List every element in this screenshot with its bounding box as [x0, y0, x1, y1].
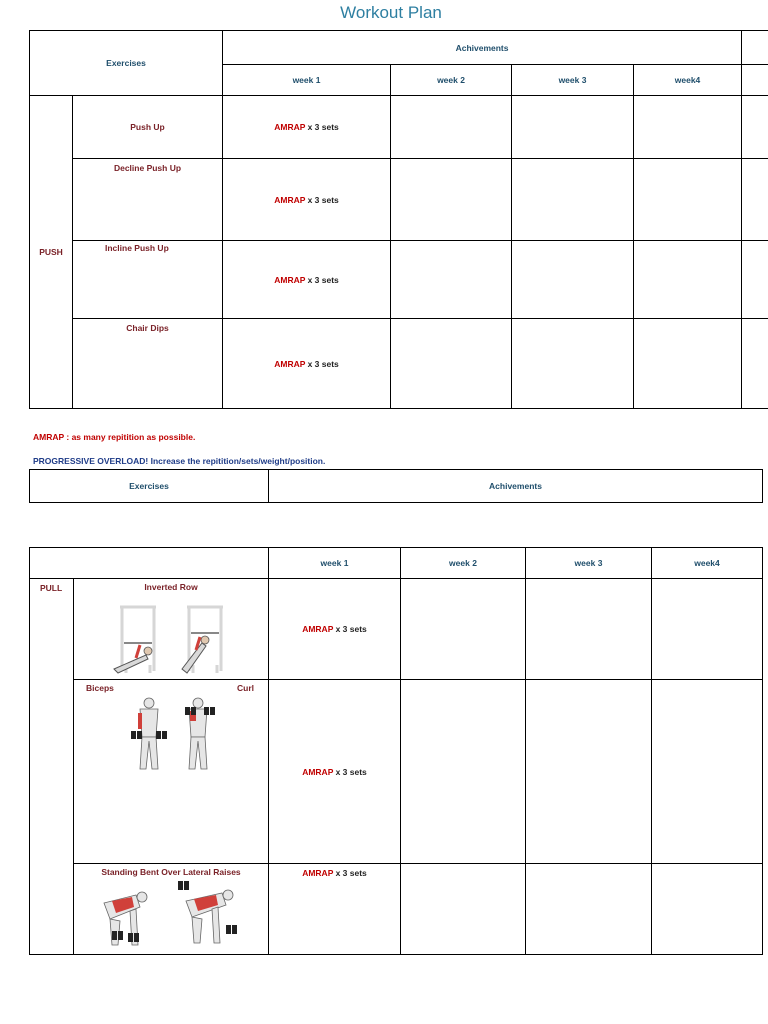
- week-2-header: week 2: [401, 548, 526, 579]
- amrap-label: AMRAP: [274, 122, 306, 132]
- amrap-label: AMRAP: [274, 358, 306, 369]
- week-1-target: [223, 319, 391, 409]
- pull-workout-table: [29, 547, 763, 955]
- week-3-header: week 3: [526, 548, 652, 579]
- sets-label: x 3 sets: [305, 194, 339, 205]
- empty-cell: [742, 65, 768, 96]
- exercise-name: Chair Dips: [73, 319, 223, 409]
- group-label-pull: PULL: [30, 579, 74, 955]
- sets-label: x 3 sets: [333, 766, 367, 777]
- pull-header-table: [29, 469, 763, 503]
- week-1-header: week 1: [223, 65, 391, 96]
- sets-label: x 3 sets: [305, 274, 339, 285]
- exercise-cell-lateral-raises: [74, 864, 269, 955]
- empty-cell: [742, 319, 768, 409]
- empty-cell: [742, 241, 768, 319]
- amrap-label: AMRAP: [274, 274, 306, 285]
- week-1-header: week 1: [269, 548, 401, 579]
- week-4-cell[interactable]: [634, 319, 742, 409]
- empty-header-cell: [30, 548, 269, 579]
- week-4-header: week4: [652, 548, 763, 579]
- empty-cell: [742, 96, 768, 159]
- week-2-cell[interactable]: [391, 96, 512, 159]
- week-2-cell[interactable]: [401, 864, 526, 955]
- exercises-header: Exercises: [30, 31, 223, 96]
- sets-label: x 3 sets: [305, 358, 339, 369]
- empty-cell: [742, 159, 768, 241]
- sets-label: x 3 sets: [333, 868, 367, 878]
- week-4-cell[interactable]: [634, 241, 742, 319]
- week-3-cell[interactable]: [512, 241, 634, 319]
- week-1-target: [223, 159, 391, 241]
- week-2-cell[interactable]: [391, 159, 512, 241]
- week-3-cell[interactable]: [512, 159, 634, 241]
- week-4-cell[interactable]: [652, 579, 763, 680]
- exercise-name: Decline Push Up: [73, 159, 223, 241]
- page-title: Workout Plan: [340, 3, 442, 22]
- week-1-target: [269, 579, 401, 680]
- exercise-name: Push Up: [73, 96, 223, 159]
- lateral-raises-illustration: [74, 877, 269, 951]
- week-3-cell[interactable]: [526, 680, 652, 864]
- week-1-target: [269, 680, 401, 864]
- achievements-header: Achivements: [223, 31, 742, 65]
- exercise-name: Standing Bent Over Lateral Raises: [101, 867, 241, 877]
- amrap-label: AMRAP: [302, 766, 334, 777]
- week-4-cell[interactable]: [634, 159, 742, 241]
- exercises-header: Exercises: [30, 470, 269, 503]
- week-2-cell[interactable]: [391, 319, 512, 409]
- week-3-cell[interactable]: [526, 864, 652, 955]
- amrap-label: AMRAP: [302, 868, 334, 878]
- week-1-target: [223, 241, 391, 319]
- week-4-cell[interactable]: [652, 680, 763, 864]
- week-2-cell[interactable]: [391, 241, 512, 319]
- achievements-header: Achivements: [269, 470, 763, 503]
- exercise-name: Incline Push Up: [73, 241, 223, 319]
- week-4-cell[interactable]: [634, 96, 742, 159]
- exercise-cell-biceps-curl: [74, 680, 269, 864]
- exercise-cell-inverted-row: [74, 579, 269, 680]
- week-3-header: week 3: [512, 65, 634, 96]
- progressive-overload-note: PROGRESSIVE OVERLOAD! Increase the repitition/sets/weight/position.: [33, 456, 326, 466]
- amrap-label: AMRAP: [302, 624, 334, 634]
- week-3-cell[interactable]: [526, 579, 652, 680]
- empty-cell: [742, 31, 768, 65]
- week-1-target: [269, 864, 401, 955]
- week-4-cell[interactable]: [652, 864, 763, 955]
- group-label-push: PUSH: [30, 96, 73, 409]
- week-2-header: week 2: [391, 65, 512, 96]
- week-3-cell[interactable]: [512, 96, 634, 159]
- week-2-cell[interactable]: [401, 579, 526, 680]
- sets-label: x 3 sets: [333, 624, 367, 634]
- sets-label: x 3 sets: [305, 122, 339, 132]
- amrap-label: AMRAP: [274, 194, 306, 205]
- week-2-cell[interactable]: [401, 680, 526, 864]
- biceps-curl-illustration: [74, 693, 269, 775]
- exercise-name-right: Curl: [237, 683, 254, 693]
- week-4-header: week4: [634, 65, 742, 96]
- amrap-definition-note: AMRAP : as many repitition as possible.: [33, 432, 196, 442]
- week-1-target: [223, 96, 391, 159]
- inverted-row-illustration: [74, 593, 269, 675]
- push-workout-table: [29, 30, 768, 409]
- exercise-name-left: Biceps: [86, 683, 114, 693]
- exercise-name: Inverted Row: [144, 582, 198, 592]
- week-3-cell[interactable]: [512, 319, 634, 409]
